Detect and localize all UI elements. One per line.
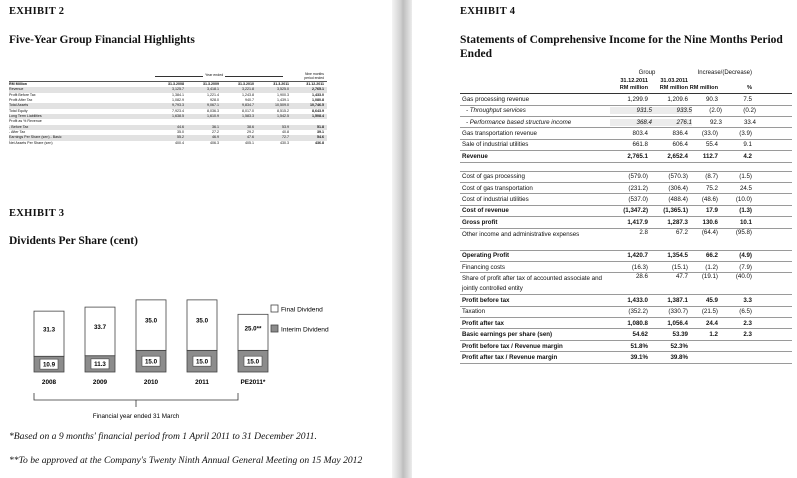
category-tick-label: 2008 xyxy=(41,379,57,386)
financial-row-label: Earnings Per Share (sen) - Basic xyxy=(9,135,62,140)
final-value-label: 31.3 xyxy=(42,326,56,334)
income-cell: 1.2 xyxy=(709,331,718,339)
income-row-label: Gross profit xyxy=(462,218,498,226)
financial-cell: 9,834.7 xyxy=(242,103,254,108)
financial-cell: 405.1 xyxy=(245,140,254,145)
income-cell: 368.4 xyxy=(610,119,652,126)
income-cell: (231.2) xyxy=(628,184,648,192)
financial-cell: 27.2 xyxy=(212,130,219,135)
income-cell: (488.4) xyxy=(668,196,688,204)
income-row xyxy=(460,318,792,329)
unit-label: RM Million xyxy=(9,82,27,86)
financial-cell: 1,900.3 xyxy=(277,92,289,97)
financial-cell: 3,221.8 xyxy=(242,87,254,92)
financial-row-label: Profit After Tax xyxy=(9,98,33,103)
col-unit-3: RM million xyxy=(689,84,718,91)
interim-value-label: 15.0 xyxy=(195,358,209,366)
income-cell: 661.8 xyxy=(632,141,648,149)
financial-cell: 72.7 xyxy=(282,135,289,140)
income-cell: 803.4 xyxy=(632,130,648,138)
financial-cell: 1,082.9 xyxy=(172,98,184,103)
income-row xyxy=(460,217,792,228)
income-cell: 1,299.9 xyxy=(627,95,648,103)
financial-row-label: Profit Before Tax xyxy=(9,92,36,97)
income-cell: (15.1) xyxy=(671,263,688,271)
income-cell: (4.9) xyxy=(739,252,752,260)
income-cell: (1,365.1) xyxy=(663,207,688,215)
income-row xyxy=(460,329,792,340)
financial-cell: 36.1 xyxy=(212,124,219,129)
income-row-label: Operating Profit xyxy=(462,252,510,260)
col-change-rm xyxy=(688,78,718,91)
income-row-label: Taxation xyxy=(462,308,486,316)
income-cell: (40.0) xyxy=(735,273,752,281)
final-bar xyxy=(34,311,64,356)
financial-cell: 406.3 xyxy=(210,140,219,145)
exhibit-3-label: EXHIBIT 3 xyxy=(9,208,65,219)
income-cell: 276.1 xyxy=(652,119,692,126)
financial-cell: 1,384.1 xyxy=(172,92,184,97)
income-cell: 2.8 xyxy=(639,228,648,236)
income-row-label: Profit after tax / Revenue margin xyxy=(462,353,558,361)
financial-cell: 8,017.0 xyxy=(242,108,254,113)
legend-final-swatch xyxy=(271,305,278,312)
financial-cell: 1,583.3 xyxy=(242,114,254,119)
income-cell: 1,417.9 xyxy=(627,218,648,226)
dividend-chart xyxy=(0,250,392,430)
income-cell: 1,433.0 xyxy=(627,296,648,304)
change-header: Increase/(Decrease) xyxy=(697,70,752,76)
category-tick-label: PE2011* xyxy=(240,379,266,386)
income-cell: 53.39 xyxy=(672,331,688,339)
financial-cell: 9,067.1 xyxy=(207,103,219,108)
chart-x-axis-title: Financial year ended 31 March xyxy=(92,413,180,420)
financial-cell: 1,433.0 xyxy=(312,92,324,97)
income-cell: 7.5 xyxy=(743,95,752,103)
financial-cell: 1,610.9 xyxy=(207,114,219,119)
income-row xyxy=(460,194,792,205)
financial-cell: 53.9 xyxy=(282,124,289,129)
income-cell: 2,765.1 xyxy=(627,152,648,160)
col-header: 31.12.2011 xyxy=(306,82,324,86)
income-cell: 3.3 xyxy=(743,296,752,304)
income-cell: 1,080.8 xyxy=(627,319,648,327)
col-unit-4: % xyxy=(747,84,752,91)
footnote-2: **To be approved at the Company's Twenty Ninth Annual General Meeting on 15 May 2012 xyxy=(9,455,363,466)
income-cell: (64.4) xyxy=(701,228,718,236)
income-row-label: Other income and administrative expenses xyxy=(462,230,580,238)
income-cell: 1,287.3 xyxy=(667,218,688,226)
income-cell: 67.2 xyxy=(675,228,688,236)
interim-value-label: 15.0 xyxy=(144,358,158,366)
financial-row-label: Profit as % Revenue xyxy=(9,119,42,124)
income-cell: 51.8% xyxy=(630,342,648,350)
income-cell: (3.9) xyxy=(739,130,752,138)
financial-cell: 928.0 xyxy=(210,98,219,103)
income-cell: 1,387.1 xyxy=(667,296,688,304)
income-cell: 24.5 xyxy=(739,184,752,192)
income-cell: 2,652.4 xyxy=(667,152,688,160)
income-spacer-row xyxy=(460,163,792,172)
income-row xyxy=(460,206,792,217)
income-cell: (8.7) xyxy=(705,173,718,181)
col-unit-2: RM million xyxy=(659,84,688,91)
income-cell: 54.62 xyxy=(632,331,648,339)
financial-cell: 1,508.4 xyxy=(312,114,324,119)
income-row xyxy=(460,183,792,194)
axis-bracket xyxy=(34,393,238,420)
income-cell: (95.8) xyxy=(735,228,752,236)
page-gutter xyxy=(392,0,412,478)
income-cell: (537.0) xyxy=(628,196,648,204)
financial-cell: 1,080.8 xyxy=(312,98,324,103)
income-row xyxy=(460,273,792,295)
income-cell: 33.4 xyxy=(743,118,756,126)
income-cell: (0.2) xyxy=(743,107,756,115)
income-cell: (570.3) xyxy=(668,173,688,181)
income-row-label: Share of profit after tax of accounted associate and jointly controlled entity xyxy=(462,275,602,293)
income-row xyxy=(460,128,792,139)
financial-row-label: - After Tax xyxy=(9,130,26,135)
financial-cell: 1,221.4 xyxy=(207,92,219,97)
year-ended-text: Year ended xyxy=(205,73,224,77)
income-header-row-2 xyxy=(460,78,792,94)
financial-cell: 2,765.1 xyxy=(312,87,324,92)
income-row xyxy=(460,307,792,318)
financial-cell: 39.1 xyxy=(317,130,324,135)
interim-value-label: 10.9 xyxy=(42,361,56,369)
financial-rows xyxy=(9,87,327,146)
col-unit-1: RM million xyxy=(619,84,648,91)
group-header: Group xyxy=(638,70,656,76)
income-cell: 52.3% xyxy=(670,342,688,350)
income-row-label: - Throughput services xyxy=(466,107,526,115)
final-bar xyxy=(85,307,115,356)
income-row-label: - Performance based structure income xyxy=(466,118,572,126)
income-statement-table xyxy=(460,70,792,364)
col-header: 31.3.2009 xyxy=(203,82,219,86)
income-row-label: Basic earnings per share (sen) xyxy=(462,331,553,339)
income-cell: (2.0) xyxy=(709,107,722,115)
income-cell: (7.9) xyxy=(739,263,752,271)
income-row xyxy=(460,229,792,251)
income-cell: 9.1 xyxy=(743,141,752,149)
income-cell: (10.0) xyxy=(735,196,752,204)
financial-cell: 10,746.5 xyxy=(310,103,324,108)
income-cell: 933.5 xyxy=(652,107,692,114)
income-row xyxy=(460,251,792,262)
income-cell: 45.9 xyxy=(705,296,718,304)
income-cell: 836.4 xyxy=(672,130,688,138)
financial-cell: 400.4 xyxy=(175,140,184,145)
financial-row xyxy=(9,141,327,146)
financial-row-label: - Before Tax xyxy=(9,124,29,129)
income-cell: 1,420.7 xyxy=(627,252,648,260)
exhibit-2-label: EXHIBIT 2 xyxy=(9,6,65,17)
financial-cell: 8,515.2 xyxy=(277,108,289,113)
financial-cell: 7,923.4 xyxy=(172,108,184,113)
income-row-label: Profit before tax / Revenue margin xyxy=(462,342,563,350)
income-cell: 47.7 xyxy=(675,273,688,281)
col-header: 31.3.2008 xyxy=(168,82,184,86)
year-ended-header xyxy=(149,73,289,81)
income-cell: (330.7) xyxy=(668,308,688,316)
income-cell: 112.7 xyxy=(702,152,718,160)
exhibit-4-label: EXHIBIT 4 xyxy=(460,6,516,17)
nine-months-line-2: period ended xyxy=(304,75,324,80)
legend-interim-swatch xyxy=(271,325,278,332)
income-row-label: Cost of gas transportation xyxy=(462,184,533,192)
category-tick-label: 2010 xyxy=(143,379,159,386)
final-bar xyxy=(136,300,166,350)
income-cell: 2.3 xyxy=(743,331,752,339)
financial-cell: 29.2 xyxy=(247,130,254,135)
income-row xyxy=(460,352,792,363)
financial-cell: 46.9 xyxy=(212,135,219,140)
financial-cell: 8,036.3 xyxy=(207,108,219,113)
income-row xyxy=(460,172,792,183)
income-row xyxy=(460,117,792,128)
income-cell: (1.2) xyxy=(705,263,718,271)
income-row-label: Profit before tax xyxy=(462,296,510,304)
financial-cell: 9,793.3 xyxy=(172,103,184,108)
financial-cell: 40.8 xyxy=(282,130,289,135)
income-cell: 10.1 xyxy=(739,218,752,226)
col-date-1 xyxy=(606,78,648,91)
income-rows xyxy=(460,94,792,363)
exhibit-4-title: Statements of Comprehensive Income for the Nine Months Period Ended xyxy=(460,34,783,60)
final-bar xyxy=(187,300,217,350)
financial-cell: 38.6 xyxy=(247,124,254,129)
financial-cell: 10,509.0 xyxy=(275,103,289,108)
income-row-label: Cost of revenue xyxy=(462,207,509,215)
right-page xyxy=(412,0,797,478)
financial-cell: 3,418.1 xyxy=(207,87,219,92)
col-date-2 xyxy=(648,78,688,91)
financial-cell: 940.7 xyxy=(245,98,254,103)
income-row xyxy=(460,140,792,151)
final-value-label: 35.0 xyxy=(195,317,209,325)
income-cell: 130.6 xyxy=(702,218,718,226)
income-header-row-1 xyxy=(460,70,792,76)
income-cell: 17.9 xyxy=(705,207,718,215)
financial-cell: 3,525.0 xyxy=(277,87,289,92)
income-row-label: Cost of industrial utilities xyxy=(462,196,529,204)
final-value-label: 35.0 xyxy=(144,317,158,325)
financial-highlights-table xyxy=(9,73,327,146)
income-row xyxy=(460,94,792,105)
final-value-label: 25.0** xyxy=(244,325,262,333)
income-row-label: Profit after tax xyxy=(462,319,504,327)
income-row xyxy=(460,151,792,162)
footnote-1: *Based on a 9 months' financial period from 1 April 2011 to 31 December 2011. xyxy=(9,431,317,442)
financial-cell: 55.2 xyxy=(177,135,184,140)
category-tick-label: 2009 xyxy=(92,379,108,386)
financial-cell: 1,638.5 xyxy=(172,114,184,119)
col-header: 31.3.2011 xyxy=(273,82,289,86)
exhibit-3-title: Dividents Per Share (cent) xyxy=(9,235,138,247)
financial-cell: 1,439.1 xyxy=(277,98,289,103)
income-cell: (21.5) xyxy=(701,308,718,316)
income-cell: (19.1) xyxy=(701,273,718,281)
financial-row-label: Net Assets Per Share (sen) xyxy=(9,140,53,145)
income-cell: 1,056.4 xyxy=(667,319,688,327)
income-cell: 66.2 xyxy=(705,252,718,260)
income-cell: 75.2 xyxy=(705,184,718,192)
income-cell: 28.6 xyxy=(635,273,648,281)
exhibit-2-title: Five-Year Group Financial Highlights xyxy=(9,34,195,46)
income-cell: (16.3) xyxy=(631,263,648,271)
income-cell: (48.6) xyxy=(701,196,718,204)
left-page xyxy=(0,0,392,478)
col-header: 31.3.2010 xyxy=(238,82,254,86)
financial-cell: 1,542.5 xyxy=(277,114,289,119)
income-row xyxy=(460,341,792,352)
income-row-label: Sale of industrial utilities xyxy=(462,141,529,149)
financial-cell: 47.6 xyxy=(247,135,254,140)
income-cell: 2.3 xyxy=(743,319,752,327)
financial-cell: 430.3 xyxy=(280,140,289,145)
financial-cell: 1,243.8 xyxy=(242,92,254,97)
category-tick-label: 2011 xyxy=(195,379,209,386)
col-change-pct xyxy=(718,78,752,91)
income-cell: 39.8% xyxy=(670,353,688,361)
income-cell: 931.5 xyxy=(610,107,652,114)
income-row-label: Revenue xyxy=(462,152,488,160)
financial-row-label: Long Term Liabilities xyxy=(9,114,42,119)
income-row xyxy=(460,262,792,273)
income-cell: 92.3 xyxy=(709,118,722,126)
legend-interim-label: Interim Dividend xyxy=(281,326,329,334)
financial-cell: 3,125.7 xyxy=(172,87,184,92)
income-cell: (352.2) xyxy=(628,308,648,316)
financial-row-label: Revenue xyxy=(9,87,24,92)
income-cell: (306.4) xyxy=(668,184,688,192)
financial-row-label: Total Equity xyxy=(9,108,28,113)
income-row-label: Gas transportation revenue xyxy=(462,130,537,138)
income-cell: 1,209.6 xyxy=(667,95,688,103)
financial-cell: 8,643.9 xyxy=(312,108,324,113)
income-cell: 90.3 xyxy=(705,95,718,103)
income-row xyxy=(460,295,792,306)
financial-cell: 54.6 xyxy=(317,135,324,140)
income-cell: (1,347.2) xyxy=(623,207,648,215)
nine-months-header xyxy=(289,73,324,81)
income-cell: 606.4 xyxy=(672,141,688,149)
income-cell: (579.0) xyxy=(628,173,648,181)
income-row-label: Financing costs xyxy=(462,263,505,271)
chart-legend xyxy=(271,305,329,334)
financial-cell: 436.8 xyxy=(315,140,324,145)
income-cell: (6.5) xyxy=(739,308,752,316)
income-cell: (1.3) xyxy=(739,207,752,215)
income-row-label: Gas processing revenue xyxy=(462,95,530,103)
income-cell: (1.5) xyxy=(739,173,752,181)
income-cell: 24.4 xyxy=(705,319,718,327)
col-date-1-text: 31.12.2011 xyxy=(620,78,648,85)
financial-cell: 35.0 xyxy=(177,130,184,135)
financial-cell: 44.6 xyxy=(177,124,184,129)
period-header-row xyxy=(9,73,327,81)
legend-final-label: Final Dividend xyxy=(281,306,323,314)
income-cell: 55.4 xyxy=(705,141,718,149)
income-cell: (33.0) xyxy=(701,130,718,138)
financial-row-label: Total Assets xyxy=(9,103,29,108)
interim-value-label: 11.3 xyxy=(94,361,106,369)
income-cell: 39.1% xyxy=(630,353,648,361)
income-row xyxy=(460,106,792,117)
interim-value-label: 15.0 xyxy=(246,358,260,366)
income-cell: 4.2 xyxy=(743,152,752,160)
col-date-2-text: 31.03.2011 xyxy=(660,78,688,85)
income-row-label: Cost of gas processing xyxy=(462,173,525,181)
final-value-label: 33.7 xyxy=(93,323,107,331)
nine-months-line-1: Nine months xyxy=(304,72,324,76)
income-cell: 1,354.5 xyxy=(667,252,688,260)
financial-cell: 51.8 xyxy=(317,124,324,129)
